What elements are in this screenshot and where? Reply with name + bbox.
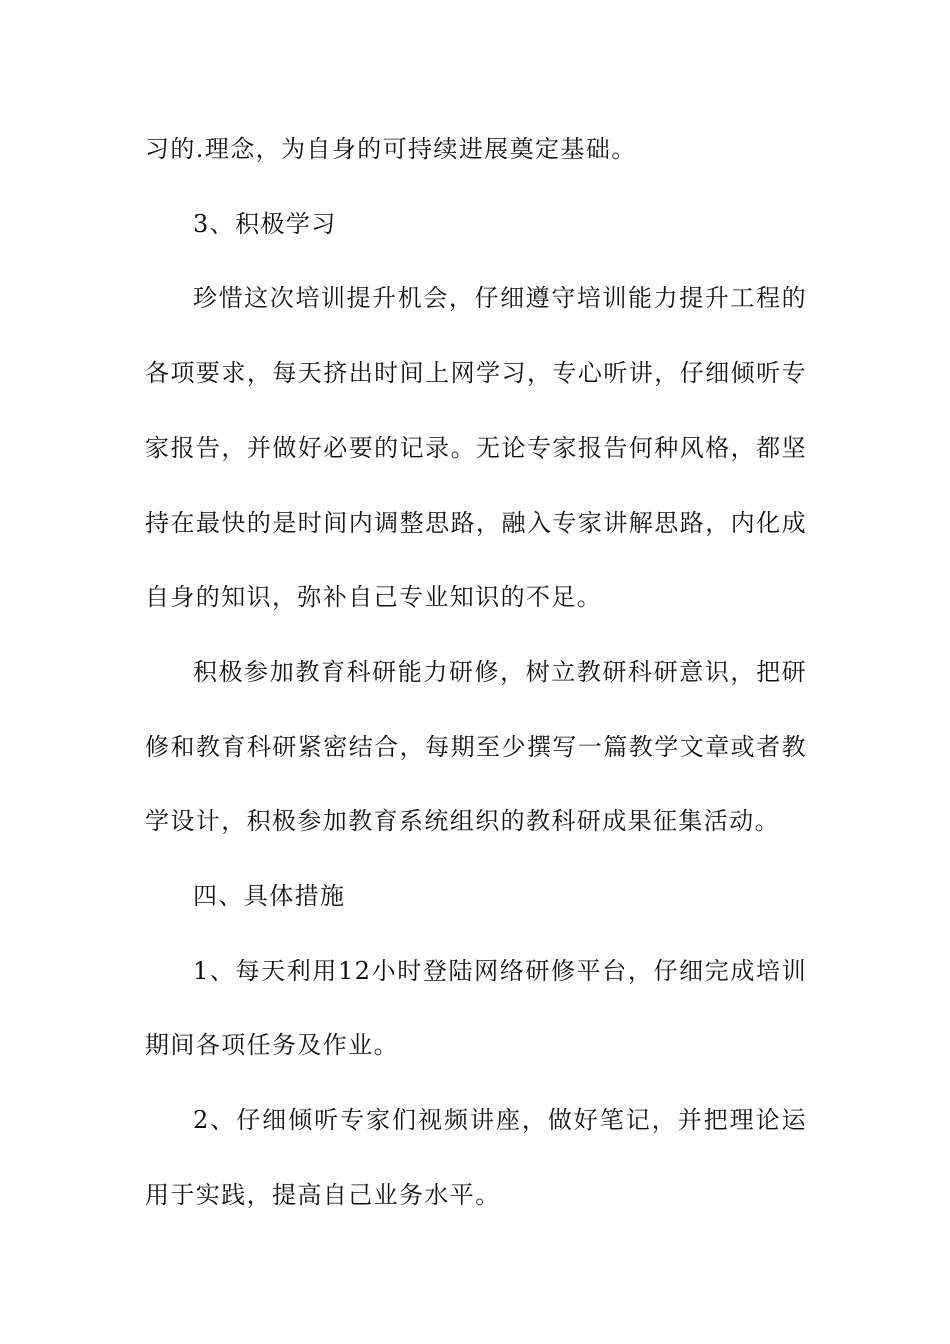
paragraph-training-opportunity: 珍惜这次培训提升机会，仔细遵守培训能力提升工程的各项要求，每天挤出时间上网学习，专心听讲，仔细倾听专家报告，并做好必要的记录。无论专家报告何种风格，都坚持在最快的是时间内调整思路，融入专家讲解思路，内化成自身的知识，弥补自己专业知识的不足。 <box>145 284 807 612</box>
section-heading-active-learning: 3、积极学习 <box>193 209 337 238</box>
document-body <box>145 112 807 1233</box>
list-item-measure-1: 1、每天利用12小时登陆网络研修平台，仔细完成培训期间各项任务及作业。 <box>145 956 807 1060</box>
paragraph-research-training: 积极参加教育科研能力研修，树立教研科研意识，把研修和教育科研紧密结合，每期至少撰写一篇教学文章或者教学设计，积极参加教育系统组织的教科研成果征集活动。 <box>145 657 807 836</box>
section-heading-specific-measures: 四、具体措施 <box>193 882 346 911</box>
paragraph-continuation: 习的.理念，为自身的可持续进展奠定基础。 <box>145 135 637 163</box>
list-item-measure-2: 2、仔细倾听专家们视频讲座，做好笔记，并把理论运用于实践，提高自己业务水平。 <box>145 1106 807 1209</box>
